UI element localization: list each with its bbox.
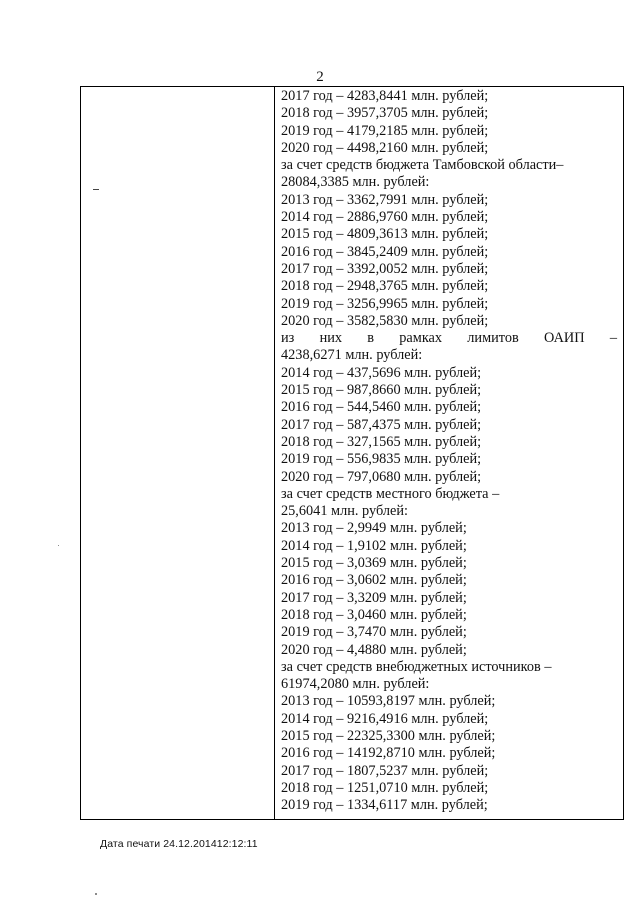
funding-line: 2019 год – 1334,6117 млн. рублей; <box>281 797 488 814</box>
funding-line: 2015 год – 4809,3613 млн. рублей; <box>281 226 489 243</box>
funding-line: 2013 год – 2,9949 млн. рублей; <box>281 520 467 537</box>
funding-line: 2013 год – 10593,8197 млн. рублей; <box>281 693 496 710</box>
page-number: 2 <box>316 69 324 85</box>
justified-word: рамках <box>399 330 443 347</box>
scan-speck <box>95 893 97 895</box>
funding-line: 2018 год – 3957,3705 млн. рублей; <box>281 105 489 122</box>
funding-line: 2019 год – 3,7470 млн. рублей; <box>281 624 467 641</box>
funding-line: 2014 год – 437,5696 млн. рублей; <box>281 364 482 381</box>
funding-line: 2018 год – 3,0460 млн. рублей; <box>281 606 467 623</box>
funding-line: 2014 год – 2886,9760 млн. рублей; <box>281 209 489 226</box>
funding-line: 2020 год – 4498,2160 млн. рублей; <box>281 139 489 156</box>
funding-line: 2020 год – 4,4880 млн. рублей; <box>281 641 467 658</box>
scan-mark <box>93 189 99 190</box>
justified-word: из <box>281 330 295 347</box>
justified-word: лимитов <box>467 330 519 347</box>
funding-line: за счет средств бюджета Тамбовской области– <box>281 157 564 174</box>
funding-line: 2013 год – 3362,7991 млн. рублей; <box>281 191 489 208</box>
funding-lines-block-2 <box>281 347 617 814</box>
funding-line: 2019 год – 4179,2185 млн. рублей; <box>281 122 489 139</box>
funding-line: 2016 год – 544,5460 млн. рублей; <box>281 399 482 416</box>
funding-line: 2017 год – 1807,5237 млн. рублей; <box>281 762 489 779</box>
justified-line <box>281 330 617 347</box>
funding-line: 2016 год – 3,0602 млн. рублей; <box>281 572 467 589</box>
funding-line: 2014 год – 9216,4916 млн. рублей; <box>281 710 489 727</box>
justified-word: них <box>319 330 343 347</box>
document-table <box>80 86 624 820</box>
funding-line: 2019 год – 3256,9965 млн. рублей; <box>281 295 489 312</box>
funding-line: 2020 год – 797,0680 млн. рублей; <box>281 468 482 485</box>
funding-line: 2014 год – 1,9102 млн. рублей; <box>281 537 467 554</box>
scan-speck <box>58 545 59 546</box>
funding-line: 2015 год – 22325,3300 млн. рублей; <box>281 727 496 744</box>
column-divider <box>274 87 275 819</box>
funding-line: за счет средств внебюджетных источников – <box>281 658 552 675</box>
funding-line: 2015 год – 987,8660 млн. рублей; <box>281 382 482 399</box>
funding-cell <box>281 88 617 814</box>
funding-line: 2019 год – 556,9835 млн. рублей; <box>281 451 482 468</box>
funding-line: 4238,6271 млн. рублей: <box>281 347 423 364</box>
funding-line: 28084,3385 млн. рублей: <box>281 174 430 191</box>
funding-line: 2018 год – 1251,0710 млн. рублей; <box>281 779 489 796</box>
funding-line: 2016 год – 14192,8710 млн. рублей; <box>281 745 496 762</box>
funding-line: 2015 год – 3,0369 млн. рублей; <box>281 555 467 572</box>
funding-line: 2016 год – 3845,2409 млн. рублей; <box>281 243 489 260</box>
funding-line: 25,6041 млн. рублей: <box>281 503 408 520</box>
funding-line: 61974,2080 млн. рублей: <box>281 676 430 693</box>
justified-word: в <box>367 330 375 347</box>
print-date-stamp: Дата печати 24.12.201412:12:11 <box>100 838 258 850</box>
funding-line: 2017 год – 3392,0052 млн. рублей; <box>281 260 489 277</box>
funding-line: за счет средств местного бюджета – <box>281 485 500 502</box>
funding-line: 2020 год – 3582,5830 млн. рублей; <box>281 312 489 329</box>
funding-line: 2017 год – 587,4375 млн. рублей; <box>281 416 482 433</box>
funding-lines-block <box>281 88 617 330</box>
funding-line: 2018 год – 327,1565 млн. рублей; <box>281 433 482 450</box>
funding-line: 2017 год – 4283,8441 млн. рублей; <box>281 88 489 104</box>
funding-line: 2018 год – 2948,3765 млн. рублей; <box>281 278 489 295</box>
funding-line: 2017 год – 3,3209 млн. рублей; <box>281 589 467 606</box>
justified-word: ОАИП <box>544 330 585 347</box>
justified-word: – <box>609 330 617 347</box>
